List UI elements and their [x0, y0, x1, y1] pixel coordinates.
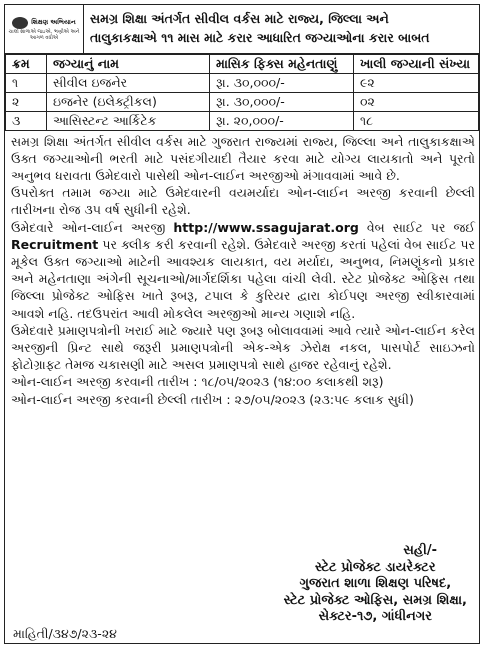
logo-tagline: ચાલો શાળાએ જઇએ, ભણીએ અને આગળ વધીએ [8, 29, 80, 41]
reference-number: માહિતી/૩૪૭/૨૩-૨૪ [13, 626, 117, 641]
cell-salary: રૂા. ૨૦,૦૦૦/- [210, 111, 354, 130]
paragraph-verification: ઉમેદવારે પ્રમાણપત્રોની ખરાઈ માટે જ્યારે પણ રૂબરૂ બોલાવવામાં આવે ત્યારે ઓન-લાઈન કરેલ અરજીની પ્રિન્ટ સાથે જરૂરી પ્રમાણપત્રોની એક-એક ઝેરોક્ષ નકલ, પાસપોર્ટ સાઇઝનો ફોટોગ્રાફ્ટ તેમજ ચકાસણી માટે અસલ પ્રમાણપત્રો સાથે હાજર રહેવાનું રહેશે. [11, 322, 475, 373]
pencil-emblem-icon [12, 17, 28, 29]
cell-serial: ૨ [6, 92, 47, 111]
signatory-organization: ગુજરાત શાળા શિક્ષણ પરિષદ, [299, 576, 452, 591]
samagra-shiksha-logo [5, 5, 84, 53]
cell-vacancies: ૯૨ [354, 73, 479, 92]
cell-serial: ૩ [6, 111, 47, 130]
paragraph-intro: સમગ્ર શિક્ષા અંતર્ગત સીવીલ વર્કસ માટે ગુજરાત રાજ્યમાં રાજ્ય, જિલ્લા અને તાલુકાકક્ષાએ ઉક્ત જગ્યાઓની ભરતી માટે પસંદગીયાદી તૈયાર કરવા માટે યોગ્ય લાયકાતો અને પૂરતો અનુભવ ધરાવતા ઉમેદવારો પાસેથી ઓન-લાઈન અરજીઓ મંગાવવામાં આવે છે. [11, 133, 475, 184]
paragraph-apply-online: ઉમેદવારે ઓન-લાઈન અરજી http://www.ssagujarat.org વેબ સાઈટ પર જઈ Recruitment પર ક્લીક કરી કરવાની રહેશે. ઉમેદવારે અરજી કરતાં પહેલાં વેબ સાઈટ પર મૂકેલ ઉક્ત જગ્યાઓ માટેની આવશ્યક લાયકાત, વય મર્યાદા, અનુભવ, નિમણૂંકનો પ્રકાર અને મહેનતાણા અંગેની સૂચનાઓ/માર્ગદર્શિકા પહેલા વાંચી લેવી. સ્ટેટ પ્રોજેક્ટ ઓફિસ તથા જિલ્લા પ્રોજેક્ટ ઓફિસ ખાતે રૂબરૂ, ટપાલ કે કુરિયર દ્વારા કોઈપણ અરજી સ્વીકારવામાં આવશે નહિ. તદઉપરાંત આવી મોકલેલ અરજીઓ માન્ય ગણાશે નહિ. [11, 219, 475, 321]
table-row [6, 92, 479, 111]
notice-frame [4, 4, 480, 644]
cell-post: સીવીલ ઇજનેર [47, 73, 210, 92]
col-header-vacancies: ખાલી જગ્યાની સંખ્યા [354, 55, 479, 74]
cell-vacancies: ૧૮ [354, 111, 479, 130]
recruitment-link[interactable]: Recruitment [11, 236, 99, 252]
col-header-post: જગ્યાનું નામ [47, 55, 210, 74]
website-link[interactable]: http://www.ssagujarat.org [173, 219, 359, 235]
cell-salary: રૂા. ૩૦,૦૦૦/- [210, 73, 354, 92]
cell-serial: ૧ [6, 73, 47, 92]
cell-salary: રૂા. ૩૦,૦૦૦/- [210, 92, 354, 111]
title-line-2: તાલુકાકક્ષાએ ૧૧ માસ માટે કરાર આધારિત જગ્યાઓના કરાર બાબત [90, 30, 430, 45]
signature-mark: સહી/- [403, 543, 437, 558]
col-header-salary: માસિક ફિક્સ મહેનતાણું [210, 55, 354, 74]
signatory-office: સ્ટેટ પ્રોજેક્ટ ઓફિસ, સમગ્ર શિક્ષા, [283, 592, 467, 608]
notice-header [5, 5, 479, 54]
table-header-row [6, 55, 479, 74]
title-line-1: સમગ્ર શિક્ષા અંતર્ગત સીવીલ વર્કસ માટે રાજ્ય, જિલ્લા અને [90, 11, 389, 27]
notice-body [5, 131, 479, 408]
table-row [6, 73, 479, 92]
cell-vacancies: ૦૨ [354, 92, 479, 111]
signature-block [284, 543, 467, 626]
notice-title [84, 5, 479, 53]
application-start-date: ઓન-લાઈન અરજી કરવાની તારીખ : ૧૮/૦૫/૨૦૨૩ (૧૪:૦૦ કલાકથી શરૂ) [11, 374, 384, 390]
table-row [6, 111, 479, 130]
paragraph-age-limit: ઉપરોક્ત તમામ જગ્યા માટે ઉમેદવારની વયમર્યાદા ઓન-લાઈન અરજી કરવાની છેલ્લી તારીખના રોજ ૩૫ વર્ષ સુધીની રહેશે. [11, 185, 475, 218]
signatory-title: સ્ટેટ પ્રોજેક્ટ ડાયરેક્ટર [315, 559, 436, 575]
logo-name: શિક્ષણ અભિયાન [31, 18, 76, 27]
signatory-address: સેક્ટર-૧૭, ગાંધીનગર [318, 609, 432, 624]
col-header-serial: ક્રમ [6, 55, 47, 74]
cell-post: ઇજનેર (ઇલેક્ટ્રીકલ) [47, 92, 210, 111]
cell-post: આસિસ્ટન્ટ આર્કિટેક [47, 111, 210, 130]
application-last-date: ઓન-લાઈન અરજી કરવાની છેલ્લી તારીખ : ૨૭/૦૫/૨૦૨૩ (૨૩:૫૯ કલાક સુધી) [11, 391, 414, 407]
vacancy-table [5, 54, 479, 131]
